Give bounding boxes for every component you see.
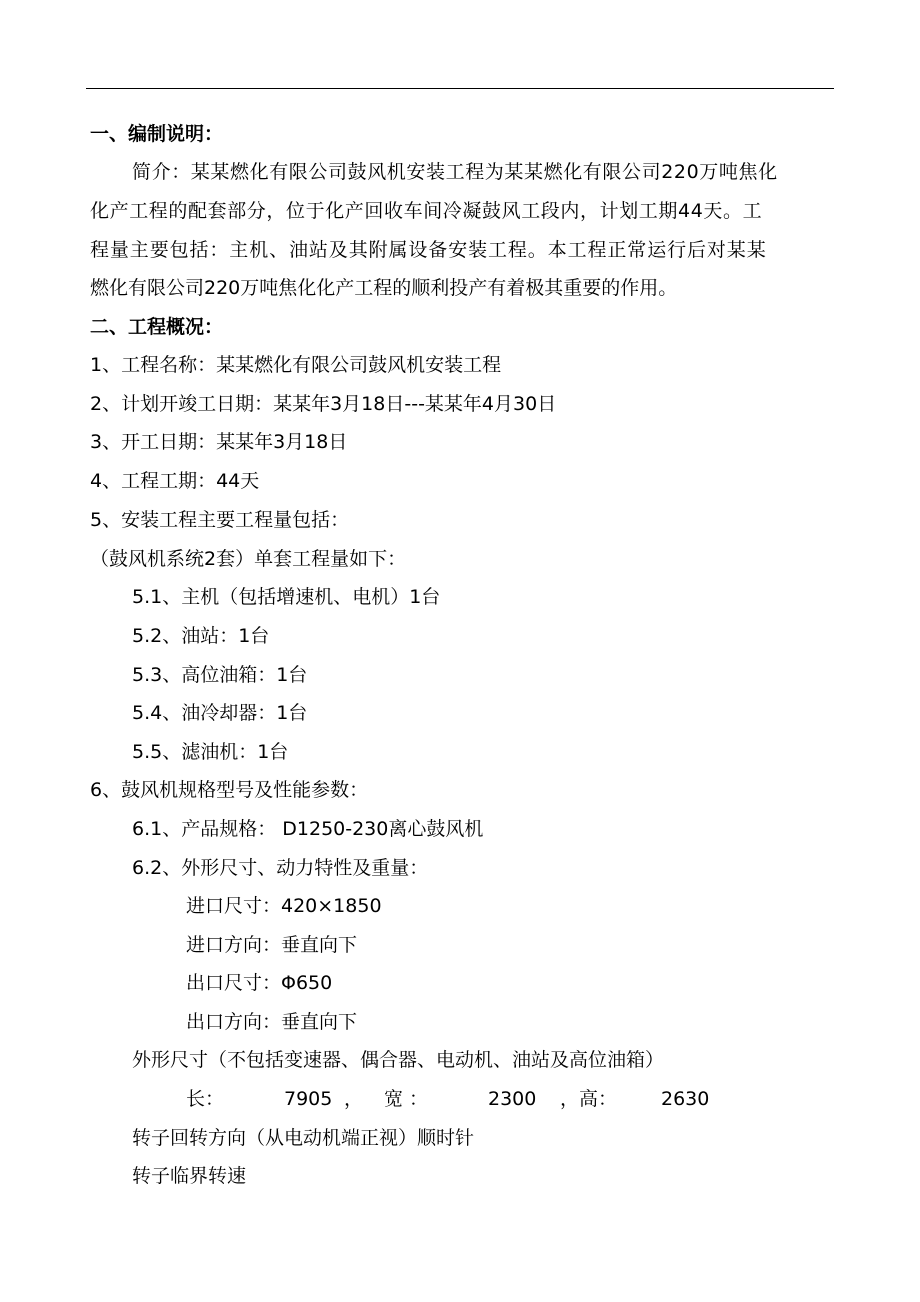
sub-item-oil-station: 5.2、油站：1台 [132,625,270,647]
rotor-rotation: 转子回转方向（从电动机端正视）顺时针 [132,1127,475,1149]
item-planned-dates: 2、计划开竣工日期：某某年3月18日---某某年4月30日 [90,393,557,415]
sub-item-oil-filter: 5.5、滤油机：1台 [132,741,289,763]
height-label: ，高： [560,1088,618,1110]
height-value: 2630 [661,1088,710,1110]
spec-inlet-direction: 进口方向：垂直向下 [186,934,358,956]
spec-outlet-size: 出口尺寸：Φ650 [186,972,333,994]
spec-inlet-size: 进口尺寸：420×1850 [186,895,382,917]
header-rule [86,88,834,89]
sub-item-dimensions-heading: 6.2、外形尺寸、动力特性及重量： [132,857,429,879]
item-quantities: 5、安装工程主要工程量包括： [90,509,350,531]
item-duration: 4、工程工期：44天 [90,470,260,492]
length-label: 长： [186,1088,225,1110]
dimension-separator: ， [344,1088,364,1110]
sub-item-main-unit: 5.1、主机（包括增速机、电机）1台 [132,586,441,608]
sub-item-oil-cooler: 5.4、油冷却器：1台 [132,702,308,724]
intro-line-4: 燃化有限公司220万吨焦化化产工程的顺利投产有着极其重要的作用。 [90,277,678,299]
item-start-date: 3、开工日期：某某年3月18日 [90,431,348,453]
outline-dimensions: 外形尺寸（不包括变速器、偶合器、电动机、油站及高位油箱） [132,1049,665,1071]
section1-heading: 一、编制说明： [90,123,224,145]
section2-heading: 二、工程概况： [90,316,224,338]
sub-item-product-spec: 6.1、产品规格： D1250-230离心鼓风机 [132,818,484,840]
item-project-name: 1、工程名称：某某燃化有限公司鼓风机安装工程 [90,354,502,376]
width-label: 宽 ： [384,1088,429,1110]
spec-outlet-direction: 出口方向：垂直向下 [186,1011,358,1033]
width-value: 2300 [488,1088,537,1110]
intro-line-2: 化产工程的配套部分，位于化产回收车间冷凝鼓风工段内，计划工期44天。工 [90,200,763,222]
intro-line-1: 简介：某某燃化有限公司鼓风机安装工程为某某燃化有限公司220万吨焦化 [132,161,778,183]
item-quantities-note: （鼓风机系统2套）单套工程量如下： [90,548,407,570]
dimension-values-row [0,1087,920,1111]
item-blower-specs: 6、鼓风机规格型号及性能参数： [90,779,369,801]
rotor-critical-speed: 转子临界转速 [132,1165,247,1187]
sub-item-oil-tank: 5.3、高位油箱：1台 [132,664,308,686]
intro-line-3: 程量主要包括：主机、油站及其附属设备安装工程。本工程正常运行后对某某 [90,239,767,261]
length-value: 7905 [284,1088,333,1110]
